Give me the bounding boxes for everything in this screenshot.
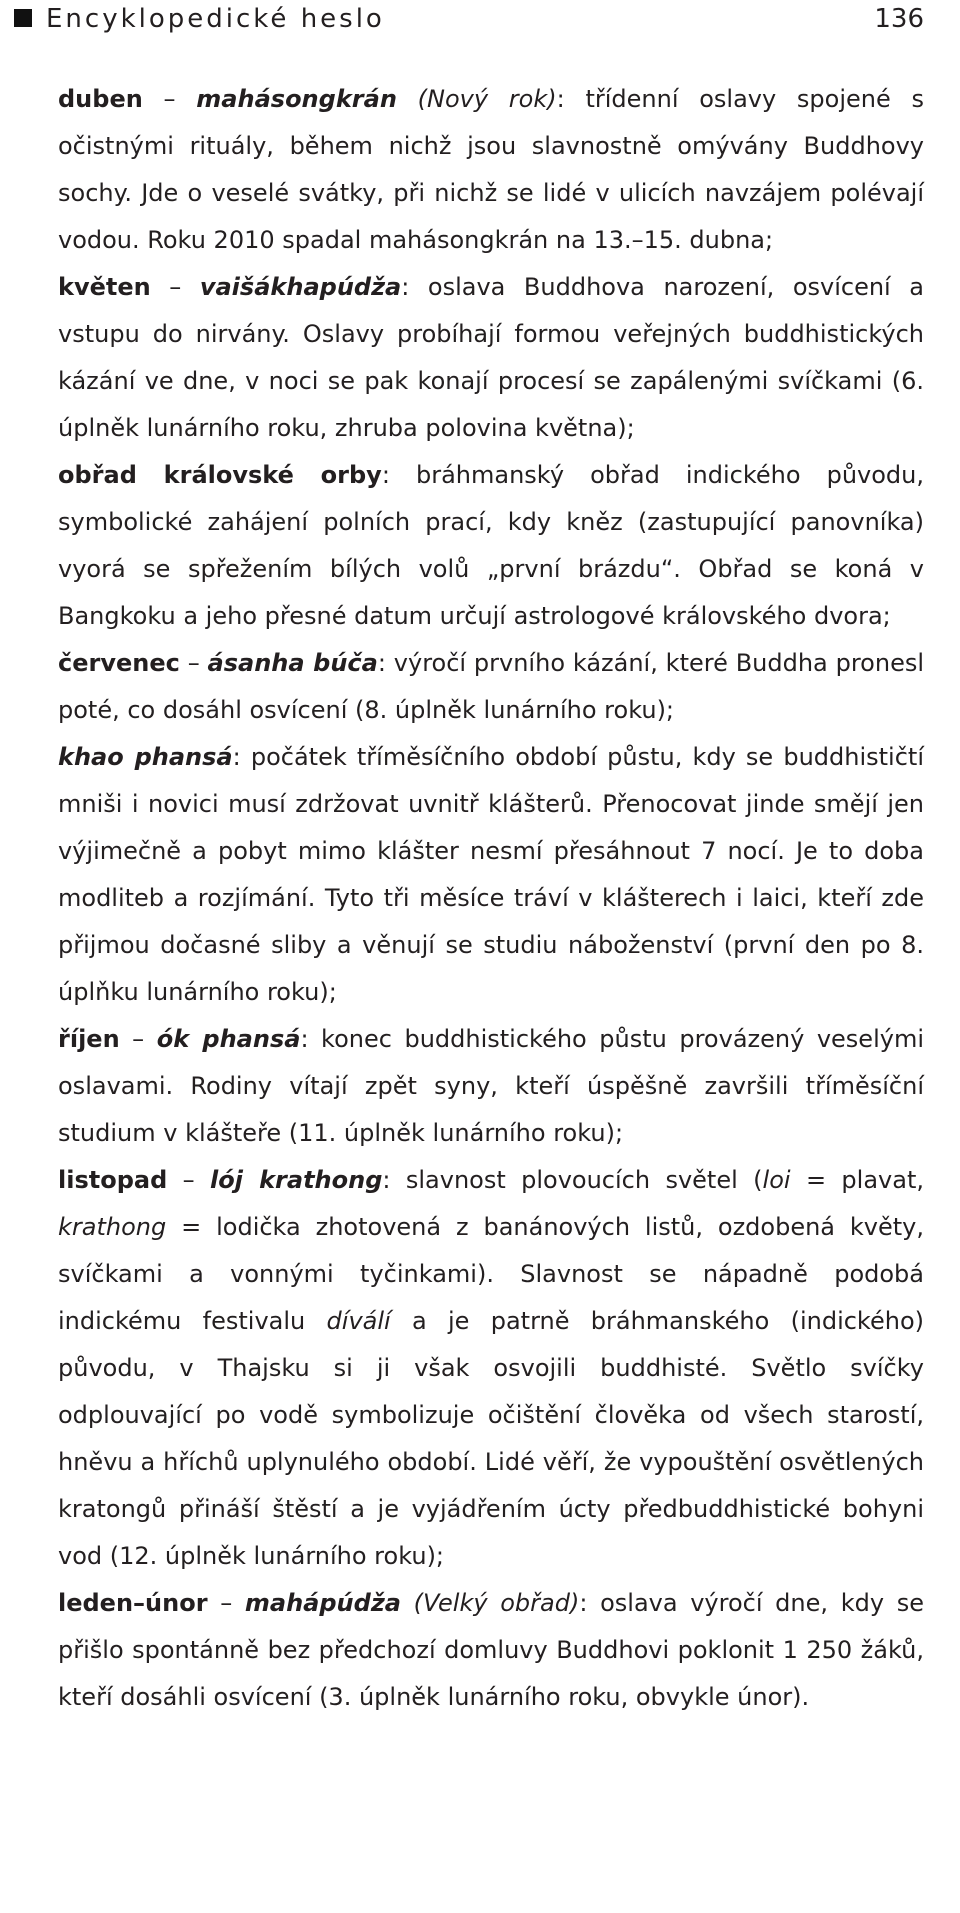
entry-text: : bráhmanský obřad indického původu, symbolické zahájení polních prací, kdy kněz (zastupující panovníka) vyorá se spřežením bílých volů „první brázdu“. Obřad se koná v Bangkoku a jeho přesné datum určují astrologové královského dvora; bbox=[58, 461, 925, 630]
entry-text: : oslava výročí dne, kdy se přišlo spontánně bez předchozí domluvy Buddhovi poklonit 1 250 žáků, kteří dosáhli osvícení (3. úplněk lunárního roku, obvykle únor). bbox=[58, 1589, 924, 1711]
section-marker-icon bbox=[14, 9, 32, 27]
dash-separator: – bbox=[142, 85, 197, 113]
entry-month: listopad bbox=[58, 1166, 168, 1194]
page bbox=[0, 2, 960, 1913]
entry-text: : oslava Buddhova narození, osvícení a vstupu do nirvány. Oslavy probíhají formou veřejných buddhistických kázání ve dne, v noci se pak konají procesí se zapálenými svíčkami (6. úplněk lunárního roku, zhruba polovina května); bbox=[58, 273, 924, 442]
entry-gloss: (Nový rok) bbox=[417, 85, 557, 113]
entry-month: květen bbox=[58, 273, 151, 301]
entry-text: : třídenní oslavy spojené s očistnými rituály, během nichž jsou slavnostně omývány Buddhovy sochy. Jde o veselé svátky, při nichž se lidé v ulicích navzájem polévají vodou. Roku 2010 spadal mahásongkrán na 13.–15. dubna; bbox=[58, 85, 924, 254]
entry-listopad bbox=[58, 1157, 924, 1580]
entry-term: ók phansá bbox=[156, 1025, 301, 1053]
entry-text: : konec buddhistického půstu provázený veselými oslavami. Rodiny vítají zpět syny, kteří úspěšně završili tříměsíční studium v klášteře (11. úplněk lunárního roku); bbox=[58, 1025, 924, 1147]
entry-term: khao phansá bbox=[58, 743, 233, 771]
entry-month: říjen bbox=[58, 1025, 120, 1053]
entry-term: ásanha búča bbox=[207, 649, 378, 677]
entry-italic-word: krathong bbox=[58, 1213, 167, 1241]
document-body bbox=[58, 76, 924, 1721]
page-header bbox=[46, 2, 924, 36]
entry-khao-phansa bbox=[58, 734, 924, 1016]
dash-separator: – bbox=[150, 273, 200, 301]
entry-text-part: a je patrně bráhmanského (indického) původu, v Thajsku si ji však osvojili buddhisté. Světlo svíčky odplouvající po vodě symbolizuje očištění člověka od všech starostí, hněvu a hříchů uplynulého období. Lidé věří, že vypouštění osvětlených kratongů přináší štěstí a je vyjádřením úcty předbuddhistické bohyni vod (12. úplněk lunárního roku); bbox=[58, 1307, 924, 1570]
dash-separator: – bbox=[207, 1589, 245, 1617]
entry-leden-unor bbox=[58, 1580, 924, 1721]
entry-obrad-kralovske-orby bbox=[58, 452, 924, 640]
entry-term: mahásongkrán bbox=[196, 85, 397, 113]
entry-term-plain: obřad královské orby bbox=[58, 461, 382, 489]
entry-gloss: (Velký obřad) bbox=[413, 1589, 580, 1617]
entry-text-part: : slavnost plovoucích světel ( bbox=[382, 1166, 763, 1194]
entry-month: leden–únor bbox=[58, 1589, 208, 1617]
entry-kveten bbox=[58, 264, 924, 452]
entry-text: : výročí prvního kázání, které Buddha pronesl poté, co dosáhl osvícení (8. úplněk lunárního roku); bbox=[58, 649, 925, 724]
entry-month: duben bbox=[58, 85, 143, 113]
entry-cervenec bbox=[58, 640, 924, 734]
section-title: Encyklopedické heslo bbox=[46, 4, 385, 34]
entry-text: : počátek tříměsíčního období půstu, kdy se buddhističtí mniši i novici musí zdržovat uvnitř klášterů. Přenocovat jinde smějí jen výjimečně a pobyt mimo klášter nesmí přesáhnout 7 nocí. Je to doba modliteb a rozjímání. Tyto tři měsíce tráví v klášterech i laici, kteří zde přijmou dočasné sliby a věnují se studiu náboženství (první den po 8. úplňku lunárního roku); bbox=[58, 743, 924, 1006]
dash-separator: – bbox=[119, 1025, 157, 1053]
entry-text-part: = lodička zhotovená z banánových listů, ozdobená květy, svíčkami a vonnými tyčinkami). Slavnost se nápadně podobá indickému festivalu bbox=[58, 1213, 924, 1335]
dash-separator: – bbox=[167, 1166, 211, 1194]
entry-italic-word: díválí bbox=[326, 1307, 391, 1335]
dash-separator: – bbox=[179, 649, 208, 677]
entry-text-part: = plavat, bbox=[790, 1166, 924, 1194]
entry-italic-word: loi bbox=[762, 1166, 791, 1194]
entry-rijen bbox=[58, 1016, 924, 1157]
entry-month: červenec bbox=[58, 649, 180, 677]
entry-term: mahápúdža bbox=[244, 1589, 401, 1617]
entry-duben bbox=[58, 76, 924, 264]
page-number: 136 bbox=[874, 4, 924, 34]
entry-term: vaišákhapúdža bbox=[199, 273, 402, 301]
entry-term: lój krathong bbox=[210, 1166, 383, 1194]
